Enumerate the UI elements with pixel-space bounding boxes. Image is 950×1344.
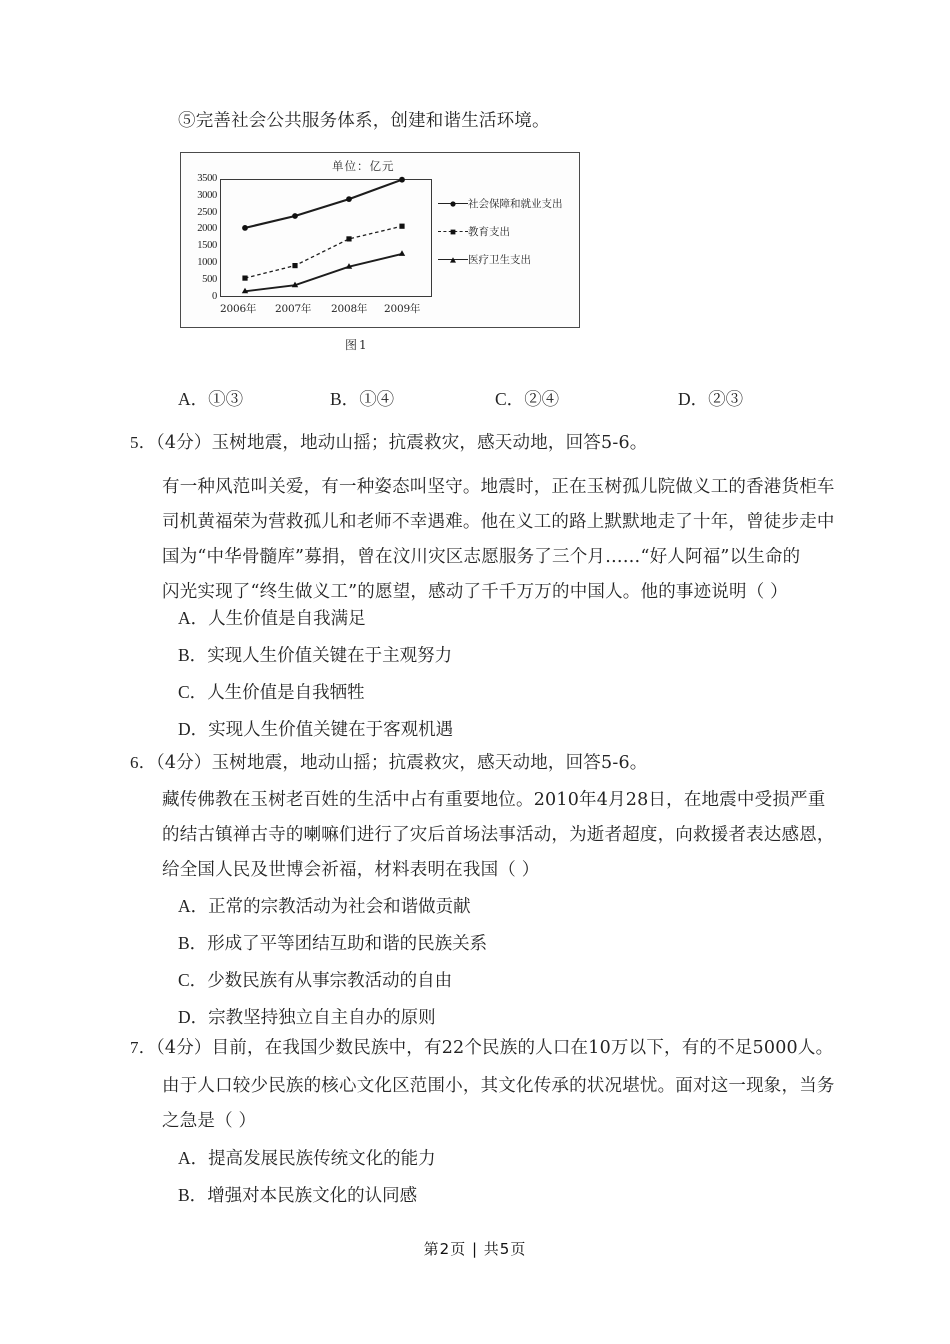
figure-chart [180, 152, 582, 330]
question-7-head: 目前，在我国少数民族中，有22个民族的人口在10万以下，有的不足5000人。 [211, 1038, 834, 1058]
option-text: 正常的宗教活动为社会和谐做贡献 [208, 897, 471, 917]
figure-caption: 图1 [345, 338, 369, 352]
stem-option-d-label: D． [678, 389, 709, 409]
stem-line-5: ⑤完善社会公共服务体系，创建和谐生活环境。 [178, 111, 550, 131]
question-5-body-line: 闪光实现了“终生做义工”的愿望，感动了千千万万的中国人。他的事迹说明（ ） [162, 582, 788, 602]
x-tick: 2008年 [331, 303, 368, 315]
legend-marker-circle-icon [438, 198, 468, 210]
stem-option-b-text: ①④ [359, 389, 395, 409]
question-5-head: 玉树地震，地动山摇；抗震救灾，感天动地，回答5‑6。 [211, 433, 648, 453]
stem-option-d-text: ②③ [708, 389, 744, 409]
chart-y-axis [180, 173, 217, 302]
question-6-option-a [178, 893, 471, 918]
y-tick: 0 [212, 290, 217, 302]
legend-marker-square-icon [438, 226, 468, 238]
question-7-body-line: 之急是（ ） [162, 1111, 257, 1131]
question-6-option-d [178, 1004, 436, 1029]
option-text: 形成了平等团结互助和谐的民族关系 [207, 934, 488, 954]
option-label: D． [178, 719, 209, 739]
question-6-header [130, 748, 647, 774]
y-tick: 3000 [197, 189, 217, 201]
question-5-option-c [178, 679, 365, 704]
legend-item-jiaoyu [438, 220, 578, 243]
question-5-number: 5． [130, 433, 156, 452]
option-label: A． [178, 896, 209, 916]
x-tick: 2006年 [220, 303, 257, 315]
stem-option-a-text: ①③ [208, 389, 244, 409]
question-5-score: （4分） [155, 433, 212, 453]
legend-marker-triangle-icon [438, 254, 468, 266]
stem-option-b-label: B． [330, 389, 360, 409]
x-tick: 2009年 [384, 303, 421, 315]
question-6-body-line: 给全国人民及世博会祈福，材料表明在我国（ ） [162, 860, 540, 880]
y-tick: 500 [202, 273, 217, 285]
option-text: 增强对本民族文化的认同感 [207, 1186, 418, 1206]
question-7-option-b [178, 1182, 417, 1207]
stem-option-c [495, 386, 559, 411]
legend-label: 医疗卫生支出 [468, 254, 531, 266]
option-text: 宗教坚持独立自主自办的原则 [208, 1008, 436, 1028]
question-6-score: （4分） [155, 753, 212, 773]
question-5-body-line: 国为“中华骨髓库”募捐，曾在汶川灾区志愿服务了三个月……“好人阿福”以生命的 [162, 547, 801, 567]
option-label: C． [178, 682, 208, 702]
legend-label: 社会保障和就业支出 [468, 198, 563, 210]
chart-unit-label: 单位：亿元 [332, 159, 395, 173]
option-text: 少数民族有从事宗教活动的自由 [207, 971, 453, 991]
question-7-body-line: 由于人口较少民族的核心文化区范围小，其文化传承的状况堪忧。面对这一现象，当务 [162, 1076, 835, 1096]
y-tick: 2500 [197, 206, 217, 218]
question-5-option-b [178, 642, 452, 667]
question-6-option-b [178, 930, 487, 955]
option-label: B． [178, 645, 208, 665]
option-label: B． [178, 1185, 208, 1205]
stem-option-c-label: C． [495, 389, 525, 409]
series-line-jiaoyu [245, 226, 402, 278]
option-text: 提高发展民族传统文化的能力 [208, 1149, 436, 1169]
stem-option-b [330, 386, 394, 411]
stem-option-c-text: ②④ [524, 389, 560, 409]
question-5-body-line: 有一种风范叫关爱，有一种姿态叫坚守。地震时，正在玉树孤儿院做义工的香港货柜车 [162, 477, 835, 497]
question-6-number: 6． [130, 753, 156, 772]
chart-legend [438, 192, 578, 276]
x-tick: 2007年 [275, 303, 312, 315]
question-7-number: 7． [130, 1038, 156, 1057]
y-tick: 1500 [197, 240, 217, 252]
option-label: C． [178, 970, 208, 990]
option-label: A． [178, 1148, 209, 1168]
question-6-option-c [178, 967, 452, 992]
legend-item-yiliao [438, 248, 578, 271]
question-7-score: （4分） [155, 1038, 212, 1058]
question-7-option-a [178, 1145, 436, 1170]
option-text: 人生价值是自我满足 [208, 609, 366, 629]
stem-option-d [678, 386, 743, 411]
chart-x-axis [212, 301, 452, 317]
y-tick: 2000 [197, 223, 217, 235]
question-7-header [130, 1033, 833, 1059]
question-5-option-a [178, 605, 366, 630]
question-5-option-d [178, 716, 453, 741]
option-text: 实现人生价值关键在于客观机遇 [208, 720, 454, 740]
option-text: 人生价值是自我牺牲 [207, 683, 365, 703]
series-line-shebao [245, 180, 402, 228]
option-label: A． [178, 608, 209, 628]
option-label: D． [178, 1007, 209, 1027]
option-text: 实现人生价值关键在于主观努力 [207, 646, 453, 666]
question-6-body-line: 的结古镇禅古寺的喇嘛们进行了灾后首场法事活动，为逝者超度，向救援者表达感恩， [162, 825, 835, 845]
question-6-body-line: 藏传佛教在玉树老百姓的生活中占有重要地位。2010年4月28日，在地震中受损严重 [162, 790, 826, 810]
page-footer: 第2页 | 共5页 [423, 1240, 527, 1258]
question-5-body-line: 司机黄福荣为营救孤儿和老师不幸遇难。他在义工的路上默默地走了十年，曾徒步走中 [162, 512, 835, 532]
question-5-header [130, 428, 647, 454]
series-line-yiliao [245, 254, 402, 291]
y-tick: 3500 [197, 173, 217, 184]
question-6-head: 玉树地震，地动山摇；抗震救灾，感天动地，回答5‑6。 [211, 753, 648, 773]
stem-option-a-label: A． [178, 389, 209, 409]
y-tick: 1000 [197, 257, 217, 268]
stem-option-a [178, 386, 243, 411]
chart-series-layer [220, 179, 432, 297]
option-label: B． [178, 933, 208, 953]
legend-item-shebao [438, 192, 578, 215]
legend-label: 教育支出 [468, 226, 510, 238]
